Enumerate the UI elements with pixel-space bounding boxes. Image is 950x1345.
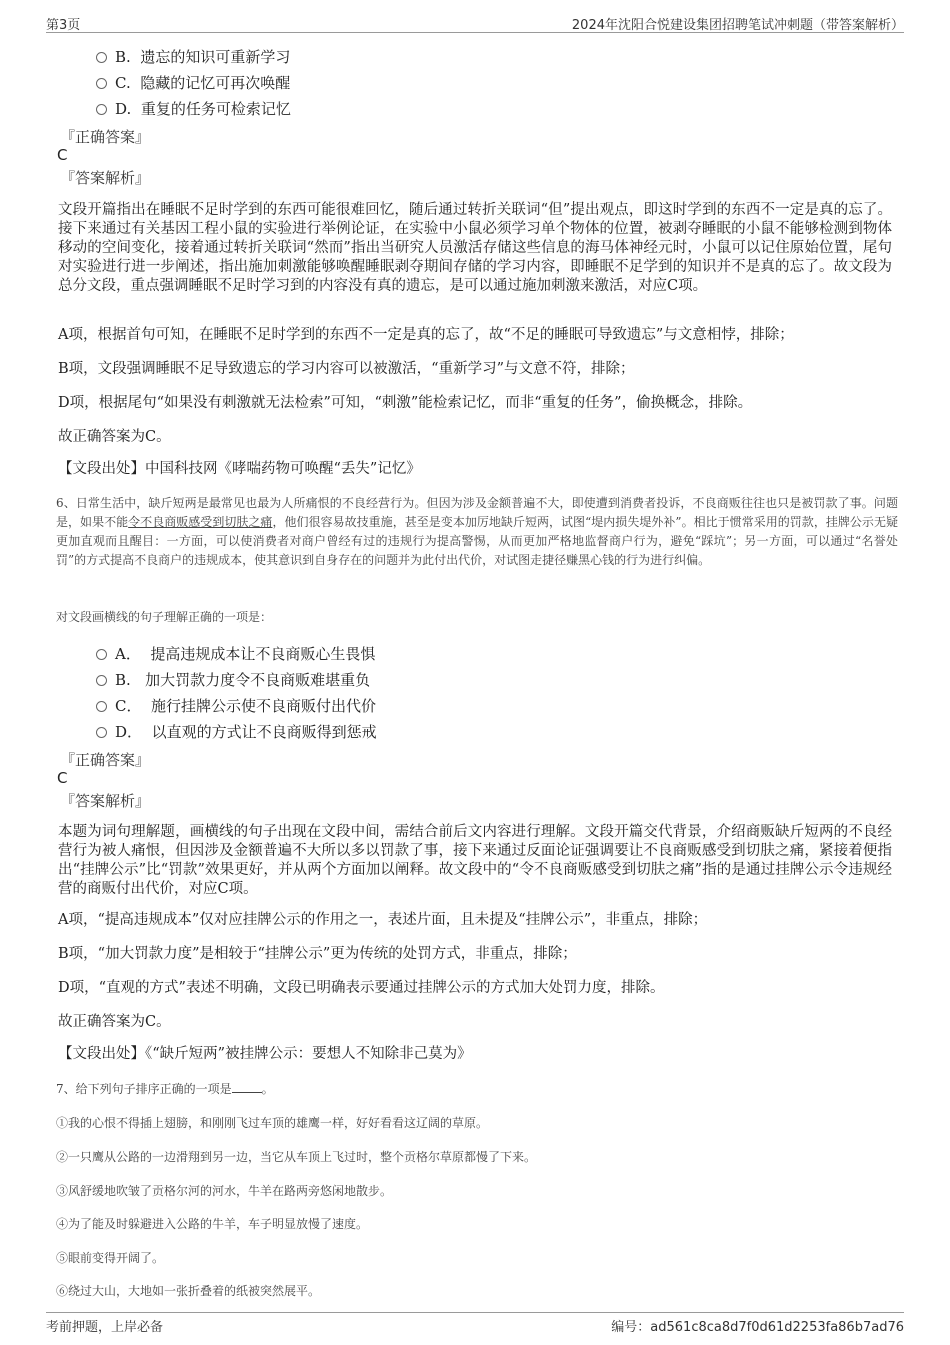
q6-option-b[interactable]: B. 加大罚款力度令不良商贩难堪重负 [96, 670, 370, 690]
q5-analysis-text: 文段开篇指出在睡眠不足时学到的东西可能很难回忆，随后通过转折关联词“但”提出观点，即这时学到的东西不一定是真的忘了。接下来通过有关基因工程小鼠的实验进行举例论证，在实验中小鼠必须学习单个物体的位置，被剥夺睡眠的小鼠不能够检测到物体移动的空间变化，接着通过转折关联词“然而”指出当研究人员激活存储这些信息的海马体神经元时，小鼠可以记住原始位置，尾句对实验进行进一步阐述，指出施加刺激能够唤醒睡眠剥夺期间存储的学习内容，即睡眠不足学到的知识并不是真的忘了。故文段为总分文段，重点强调睡眠不足时学习到的内容没有真的遗忘，是可以通过施加刺激来激活，对应C项。 [58, 202, 892, 294]
radio-icon[interactable] [96, 104, 107, 115]
q7-stem: 7、给下列句子排序正确的一项是 。 [56, 1082, 274, 1096]
answer-blank[interactable] [232, 1081, 262, 1093]
q6-option-d[interactable]: D． 以直观的方式让不良商贩得到惩戒 [96, 722, 377, 742]
q6-option-b-explanation: B项，“加大罚款力度”是相较于“挂牌公示”更为传统的处罚方式，非重点，排除； [58, 946, 577, 962]
page-header [46, 10, 904, 33]
radio-icon[interactable] [96, 675, 107, 686]
q5-option-d[interactable]: D. 重复的任务可检索记忆 [96, 99, 291, 119]
q5-source: 【文段出处】中国科技网《哮喘药物可唤醒“丢失”记忆》 [58, 461, 421, 477]
radio-icon[interactable] [96, 649, 107, 660]
q6-analysis-label: 『答案解析』 [60, 792, 151, 810]
q5-answer-label: 『正确答案』 [60, 128, 151, 146]
radio-icon[interactable] [96, 52, 107, 63]
q7-sentence-6: ⑥绕过大山，大地如一张折叠着的纸被突然展平。 [56, 1284, 321, 1298]
q7-sentence-1: ①我的心恨不得插上翅膀，和刚刚飞过车顶的雄鹰一样，好好看看这辽阔的草原。 [56, 1116, 489, 1130]
q7-sentence-4: ④为了能及时躲避进入公路的牛羊，车子明显放慢了速度。 [56, 1217, 369, 1231]
q5-option-c[interactable]: C. 隐藏的记忆可再次唤醒 [96, 73, 290, 93]
q6-analysis-text: 本题为词句理解题，画横线的句子出现在文段中间，需结合前后文内容进行理解。文段开篇交代背景，介绍商贩缺斤短两的不良经营行为被人痛恨，但因涉及金额普遍不大所以多以罚款了事，接下来通过反面论证强调要让不良商贩感受到切肤之痛，紧接着便指出“挂牌公示”比“罚款”效果更好，并从两个方面加以阐释。故文段中的“令不良商贩感受到切肤之痛”指的是通过挂牌公示令违规经营的商贩付出代价，对应C项。 [58, 824, 892, 897]
radio-icon[interactable] [96, 701, 107, 712]
q5-option-d-explanation: D项，根据尾句“如果没有刺激就无法检索”可知，“刺激”能检索记忆，而非“重复的任务”，偷换概念，排除。 [58, 395, 753, 411]
q6-conclusion: 故正确答案为C。 [58, 1014, 171, 1030]
document-code: 编号：ad561c8ca8d7f0d61d2253fa86b7ad76 [611, 1320, 904, 1335]
q6-underlined-sentence: 令不良商贩感受到切肤之痛 [128, 515, 273, 529]
q6-source: 【文段出处】《“缺斤短两”被挂牌公示：要想人不知除非己莫为》 [58, 1046, 472, 1062]
q6-answer-label: 『正确答案』 [60, 751, 151, 769]
q7-sentence-2: ②一只鹰从公路的一边滑翔到另一边，当它从车顶上飞过时，整个贡格尔草原都慢了下来。 [56, 1150, 537, 1164]
q6-option-a[interactable]: A． 提高违规成本让不良商贩心生畏惧 [96, 644, 375, 664]
footer-slogan: 考前押题，上岸必备 [46, 1320, 164, 1335]
q6-option-a-explanation: A项，“提高违规成本”仅对应挂牌公示的作用之一，表述片面，且未提及“挂牌公示”，非重点，排除； [58, 912, 708, 928]
q5-option-b[interactable]: B. 遗忘的知识可重新学习 [96, 47, 290, 67]
page-footer [46, 1312, 904, 1333]
q6-option-c[interactable]: C． 施行挂牌公示使不良商贩付出代价 [96, 696, 376, 716]
q5-analysis-label: 『答案解析』 [60, 169, 151, 187]
q5-option-a-explanation: A项，根据首句可知，在睡眠不足时学到的东西不一定是真的忘了，故“不足的睡眠可导致遗忘”与文意相悖，排除； [58, 327, 794, 343]
radio-icon[interactable] [96, 727, 107, 738]
q7-sentence-5: ⑤眼前变得开阔了。 [56, 1251, 165, 1265]
document-title: 2024年沈阳合悦建设集团招聘笔试冲刺题（带答案解析） [571, 18, 904, 33]
radio-icon[interactable] [96, 78, 107, 89]
q7-sentence-3: ③风舒缓地吹皱了贡格尔河的河水，牛羊在路两旁悠闲地散步。 [56, 1184, 393, 1198]
q6-answer: C [57, 769, 68, 787]
q6-option-d-explanation: D项，“直观的方式”表述不明确，文段已明确表示要通过挂牌公示的方式加大处罚力度，排除。 [58, 980, 665, 996]
q5-option-b-explanation: B项，文段强调睡眠不足导致遗忘的学习内容可以被激活，“重新学习”与文意不符，排除； [58, 361, 635, 377]
q5-conclusion: 故正确答案为C。 [58, 429, 171, 445]
q5-answer: C [57, 146, 68, 164]
q6-stem: 6、日常生活中，缺斤短两是最常见也最为人所痛恨的不良经营行为。但因为涉及金额普遍不大，即使遭到消费者投诉，不良商贩往往也只是被罚款了事。问题是，如果不能令不良商贩感受到切肤之痛，他们很容易故技重施，甚至是变本加厉地缺斤短两，试图“堤内损失堤外补”。相比于惯常采用的罚款，挂牌公示无疑更加直观而且醒目：一方面，可以使消费者对商户曾经有过的违规行为提高警惕，从而更加严格地监督商户行为，避免“踩坑”；另一方面，可以通过“名誉处罚”的方式提高不良商户的违规成本，使其意识到自身存在的问题并为此付出代价，对试图走捷径赚黑心钱的行为进行纠偏。 [56, 496, 898, 567]
page-number: 第3页 [46, 18, 81, 33]
q6-question: 对文段画横线的句子理解正确的一项是： [56, 610, 273, 624]
